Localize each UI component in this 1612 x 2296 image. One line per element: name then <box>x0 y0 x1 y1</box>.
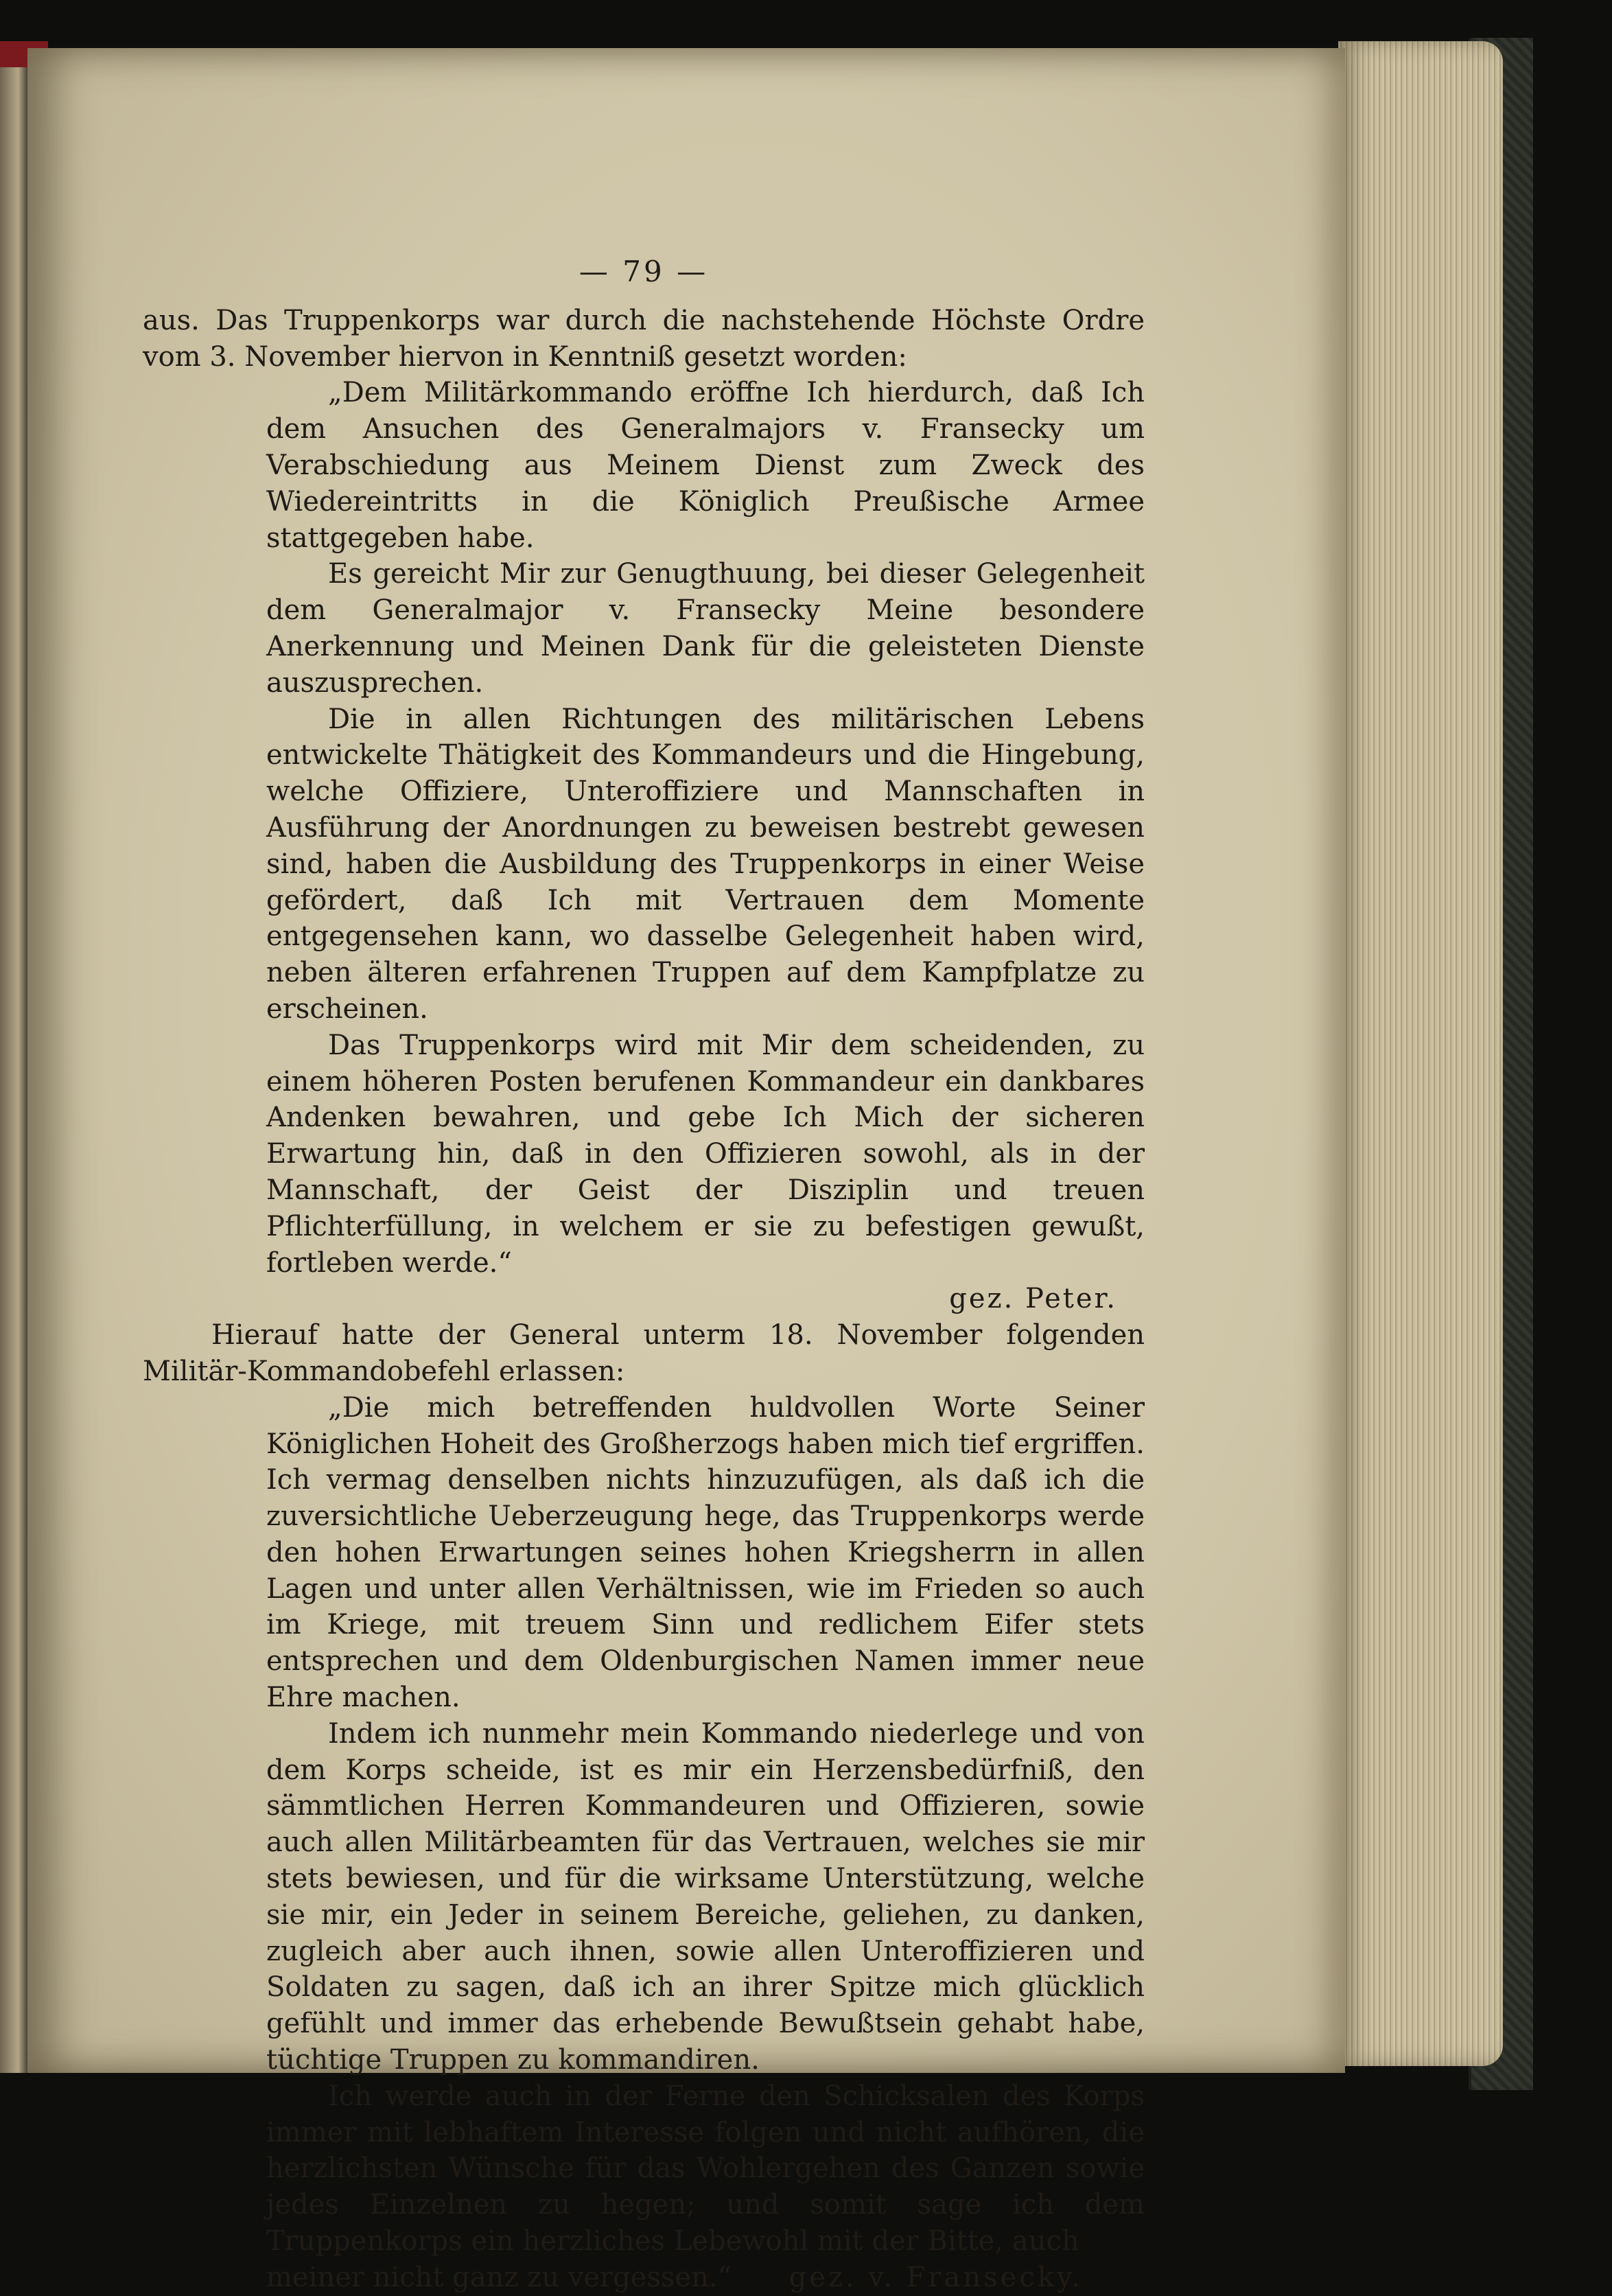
closing-text: meiner nicht ganz zu vergessen.“ <box>266 2261 732 2293</box>
text-block <box>143 254 1145 2296</box>
quote-paragraph: „Die mich betreffenden huldvollen Worte Seiner Königlichen Hoheit des Großherzogs haben mich tief ergriffen. Ich vermag denselben nichts hinzuzufügen, als daß ich die zuversichtliche Ueberzeugung hege, das Truppenkorps werde den hohen Erwartungen seines hohen Kriegsherrn in allen Lagen und unter allen Verhältnissen, wie im Frieden so auch im Kriege, mit treuem Sinn und redlichem Eifer stets entsprechen und dem Oldenburgischen Namen immer neue Ehre machen. <box>266 1391 1145 1714</box>
quote-paragraph: Ich werde auch in der Ferne den Schicksalen des Korps immer mit lebhaftem Interesse folgen und nicht aufhören, die herzlichsten Wünsche für das Wohlergehen des Ganzen sowie jedes Einzelnen zu hegen; und somit sage ich dem Truppenkorps ein herzliches Lebewohl mit der Bitte, auch <box>266 2080 1145 2258</box>
middle-paragraph: Hierauf hatte der General unterm 18. November folgenden Militär-Kommandobefehl erlassen: <box>143 1319 1145 1387</box>
intro-paragraph: aus. Das Truppenkorps war durch die nachstehende Höchste Ordre vom 3. November hiervon in Kenntniß gesetzt worden: <box>143 304 1145 373</box>
page-edges <box>1338 41 1503 2066</box>
quote-paragraph: Die in allen Richtungen des militärischen Lebens entwickelte Thätigkeit des Kommandeurs und die Hingebung, welche Offiziere, Unteroffiziere und Mannschaften in Ausführung der Anordnungen zu beweisen bestrebt gewesen sind, haben die Ausbildung des Truppenkorps in einer Weise gefördert, daß Ich mit Vertrauen dem Momente entgegensehen kann, wo dasselbe Gelegenheit haben wird, neben älteren erfahrenen Truppen auf dem Kampfplatze zu erscheinen. <box>266 703 1145 1025</box>
closing-line <box>266 2260 1145 2296</box>
quote-paragraph: Es gereicht Mir zur Genugthuung, bei dieser Gelegenheit dem Generalmajor v. Fransecky Meine besondere Anerkennung und Meinen Dank für die geleisteten Dienste auszusprechen. <box>266 558 1145 699</box>
book-page <box>27 48 1345 2293</box>
quote-paragraph: Indem ich nunmehr mein Kommando niederlege und von dem Korps scheide, ist es mir ein Herzensbedürfniß, den sämmtlichen Herren Kommandeuren und Offizieren, sowie auch allen Militärbeamten für das Vertrauen, welches sie mir stets bewiesen, und für die wirksame Unterstützung, welche sie mir, ein Jeder in seinem Bereiche, geliehen, zu danken, zugleich aber auch ihnen, sowie allen Unteroffizieren und Soldaten zu sagen, daß ich an ihrer Spitze mich glücklich gefühlt und immer das erhebende Bewußtsein gehabt habe, tüchtige Truppen zu kommandiren. <box>266 1717 1145 2076</box>
order-quote <box>143 375 1145 1281</box>
page-number: — 79 — <box>579 255 709 288</box>
quote-paragraph: Das Truppenkorps wird mit Mir dem scheidenden, zu einem höheren Posten berufenen Kommandeur ein dankbares Andenken bewahren, und gebe Ich Mich der sicheren Erwartung hin, daß in den Offizieren sowohl, als in der Mannschaft, der Geist der Disziplin und treuen Pflichterfüllung, in welchem er sie zu befestigen gewußt, fortleben werde.“ <box>266 1029 1145 1279</box>
command-quote <box>143 1390 1145 2296</box>
quote-paragraph: „Dem Militärkommando eröffne Ich hierdurch, daß Ich dem Ansuchen des Generalmajors v. Fransecky um Verabschiedung aus Meinem Dienst zum Zweck des Wiedereintritts in die Königlich Preußische Armee stattgegeben habe. <box>266 377 1145 554</box>
facing-page-edge <box>0 41 30 2073</box>
signature-fransecky: gez. v. Fransecky. <box>789 2261 1083 2293</box>
signature-peter: gez. Peter. <box>949 1283 1117 1315</box>
